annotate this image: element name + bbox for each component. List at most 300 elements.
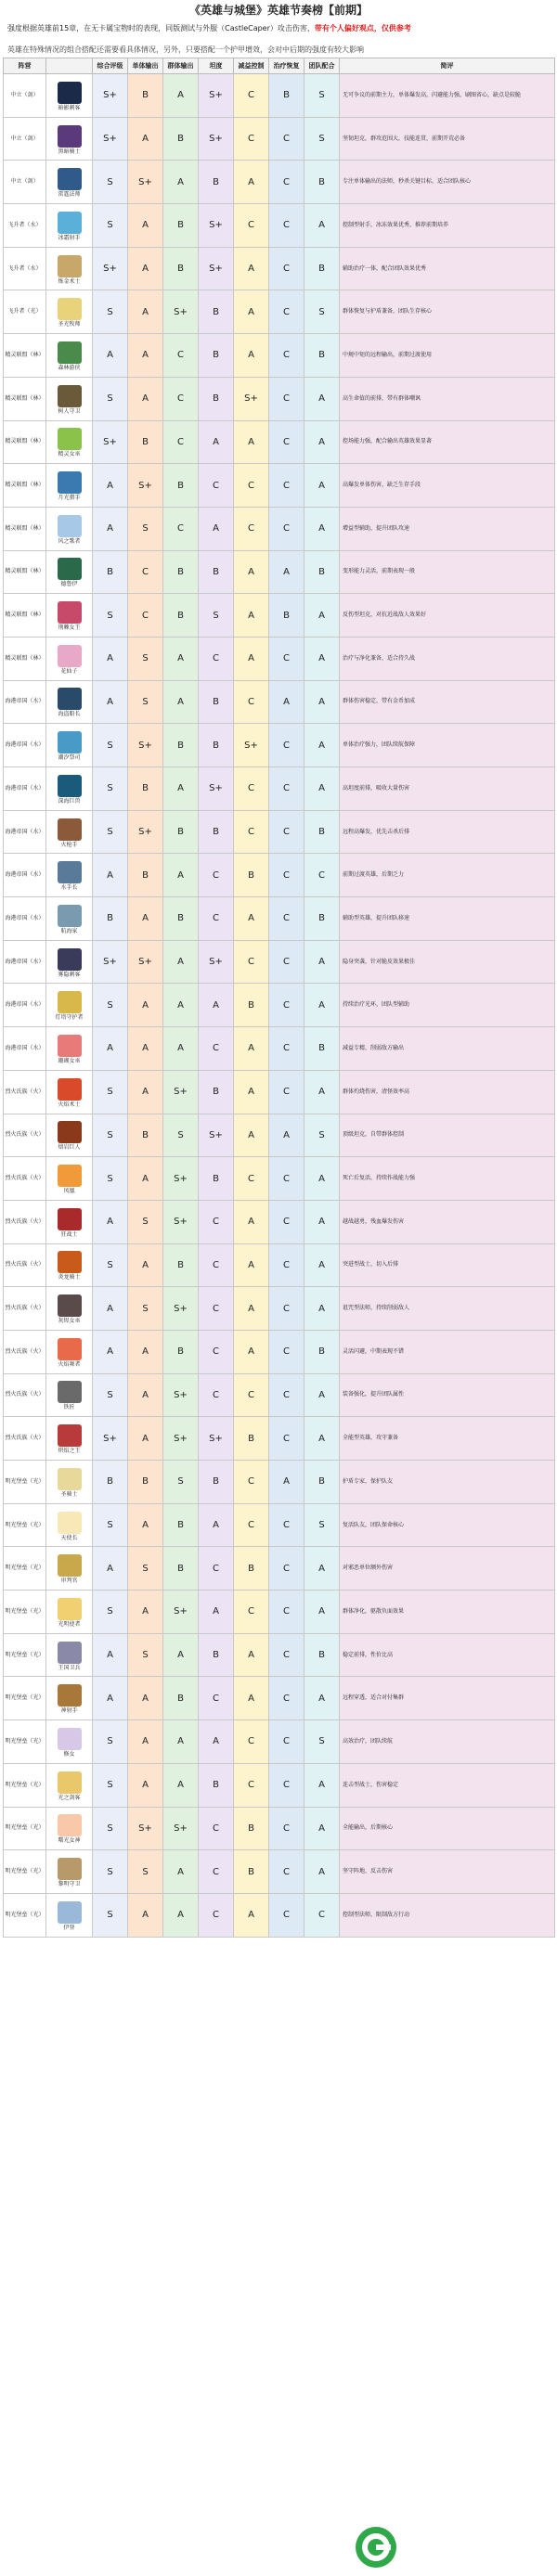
hero-comment: 减益专精，削弱敌方输出 [340,1027,555,1071]
rating-cell: C [269,1200,304,1243]
hero-group: 飞升者（水） [4,204,46,248]
table-row [4,1287,555,1331]
table-row [4,1591,555,1634]
hero-name: 火焰术士 [58,1101,81,1108]
hero-comment: 坚守阵地，反击伤害 [340,1850,555,1894]
hero-name: 德鲁伊 [60,581,78,588]
rating-cell: S+ [199,1114,234,1157]
rating-cell: A [163,1720,199,1764]
hero-name: 天使长 [60,1534,78,1541]
hero-comment: 控场能力强，配合输出英雄效果显著 [340,420,555,464]
table-row [4,1070,555,1114]
rating-cell: A [93,1677,128,1720]
hero-avatar [58,1728,82,1750]
rating-cell: C [199,1547,234,1591]
hero-cell [46,247,93,290]
hero-group: 烈火氏族（火） [4,1114,46,1157]
hero-group: 明光堡垒（光） [4,1763,46,1807]
hero-group: 明光堡垒（光） [4,1807,46,1850]
rating-cell: C [269,290,304,334]
hero-name: 潮汐祭司 [58,754,81,762]
hero-avatar [58,471,82,494]
hero-group: 海港帝国（水） [4,854,46,897]
hero-avatar [58,1814,82,1836]
rating-cell: S+ [199,247,234,290]
rating-cell: B [93,550,128,594]
rating-cell: B [163,247,199,290]
rating-cell: A [163,1633,199,1677]
rating-cell: B [234,1547,269,1591]
rating-cell: S [93,161,128,204]
hero-group: 精灵联盟（林） [4,334,46,378]
rating-cell: A [304,204,340,248]
hero-cell [46,724,93,767]
rating-cell: C [234,74,269,118]
rating-cell: B [163,1243,199,1287]
hero-cell [46,1157,93,1201]
rating-cell: A [93,334,128,378]
hero-group: 明光堡垒（光） [4,1720,46,1764]
hero-comment: 前期过渡英雄，后期乏力 [340,854,555,897]
intro-text [0,20,557,45]
hero-comment: 辅助型英雄，提升团队移速 [340,897,555,941]
table-row [4,1200,555,1243]
rating-cell: C [304,854,340,897]
hero-comment: 死亡后复活，持续作战能力强 [340,1157,555,1201]
hero-name: 炽焰之王 [58,1448,81,1455]
rating-cell: S [93,1070,128,1114]
rating-cell: S [93,1157,128,1201]
rating-cell: B [199,810,234,854]
hero-cell [46,550,93,594]
hero-name: 雾隐刺客 [58,971,81,978]
hero-avatar [58,731,82,753]
rating-cell: A [234,897,269,941]
rating-cell: A [199,420,234,464]
rating-cell: B [163,1503,199,1547]
rating-cell: B [304,897,340,941]
rating-cell: C [269,1850,304,1894]
rating-cell: C [234,117,269,161]
rating-cell: C [199,1373,234,1417]
hero-avatar [58,991,82,1013]
rating-cell: A [234,290,269,334]
hero-cell [46,810,93,854]
rating-cell: S+ [163,1373,199,1417]
rating-cell: S [304,74,340,118]
site-logo [355,2526,397,2569]
header-aoe-dmg: 群体输出 [163,58,199,74]
rating-cell: B [163,594,199,638]
hero-comment: 持续治疗光环，团队型辅助 [340,984,555,1027]
rating-cell: S [128,1850,163,1894]
hero-comment: 全能型英雄，攻守兼备 [340,1417,555,1461]
rating-cell: B [304,1027,340,1071]
hero-cell [46,1893,93,1937]
rating-cell: A [199,1503,234,1547]
hero-avatar [58,1121,82,1143]
hero-avatar [58,1381,82,1403]
rating-cell: C [234,767,269,811]
hero-avatar [58,861,82,883]
rating-cell: B [163,204,199,248]
rating-cell: A [304,464,340,508]
rating-cell: A [304,680,340,724]
table-row [4,1461,555,1504]
hero-name: 炎龙骑士 [58,1274,81,1282]
rating-cell: C [234,940,269,984]
rating-cell: A [269,1114,304,1157]
rating-cell: S [93,594,128,638]
hero-name: 神射手 [60,1707,78,1715]
hero-cell [46,1287,93,1331]
hero-cell [46,680,93,724]
hero-avatar [58,341,82,364]
rating-cell: A [128,377,163,420]
hero-cell [46,1114,93,1157]
rating-cell: C [234,810,269,854]
rating-cell: S [93,1503,128,1547]
rating-cell: C [269,420,304,464]
hero-cell [46,74,93,118]
rating-cell: B [163,810,199,854]
hero-cell [46,1070,93,1114]
table-row [4,1330,555,1373]
table-header [4,58,555,74]
rating-cell: C [269,1330,304,1373]
rating-cell: A [304,594,340,638]
intro-warning: 带有个人偏好观点，仅供参考 [314,24,411,32]
rating-cell: S+ [163,290,199,334]
rating-cell: C [269,1633,304,1677]
rating-cell: C [269,1243,304,1287]
hero-avatar [58,558,82,580]
rating-cell: B [199,1633,234,1677]
rating-cell: C [199,1287,234,1331]
rating-cell: A [234,1893,269,1937]
rating-cell: C [269,1547,304,1591]
rating-cell: S [93,1720,128,1764]
hero-name: 铁匠 [63,1404,75,1411]
rating-cell: S+ [234,377,269,420]
rating-cell: B [199,550,234,594]
hero-group: 烈火氏族（火） [4,1157,46,1201]
hero-comment: 增益型辅助，提升团队攻速 [340,507,555,550]
hero-comment: 专注单体输出的法师，秒杀关键目标，适合团队核心 [340,161,555,204]
rating-cell: S+ [93,74,128,118]
rating-cell: A [234,637,269,680]
rating-cell: B [234,984,269,1027]
rating-cell: S [93,810,128,854]
hero-avatar [58,298,82,320]
hero-cell [46,1330,93,1373]
header-comment: 简评 [340,58,555,74]
rating-cell: S [304,1503,340,1547]
hero-cell [46,290,93,334]
rating-cell: A [304,1850,340,1894]
hero-cell [46,464,93,508]
hero-name: 炼金术士 [58,277,81,285]
rating-cell: C [199,897,234,941]
rating-cell: A [304,1677,340,1720]
rating-cell: S [93,1243,128,1287]
hero-comment: 全能输出，后期核心 [340,1807,555,1850]
rating-cell: A [93,507,128,550]
hero-comment: 稳定前排，性价比高 [340,1633,555,1677]
rating-cell: A [163,940,199,984]
rating-cell: S+ [199,1417,234,1461]
hero-name: 月光猎手 [58,495,81,502]
rating-cell: C [269,854,304,897]
hero-avatar [58,905,82,927]
rating-cell: S [128,1287,163,1331]
rating-cell: B [163,724,199,767]
header-hero [46,58,93,74]
hero-group: 精灵联盟（林） [4,464,46,508]
hero-comment: 高爆发单体伤害，缺乏生存手段 [340,464,555,508]
hero-group: 精灵联盟（林） [4,637,46,680]
hero-avatar [58,125,82,148]
rating-cell: A [163,1893,199,1937]
header-team: 团队配合 [304,58,340,74]
rating-cell: S+ [93,117,128,161]
table-row [4,1503,555,1547]
rating-cell: A [304,420,340,464]
rating-cell: B [163,1677,199,1720]
hero-avatar [58,1165,82,1187]
rating-cell: S [128,1547,163,1591]
rating-cell: S [93,724,128,767]
hero-comment: 灵活闪避，中期表现不错 [340,1330,555,1373]
rating-cell: S [93,377,128,420]
hero-name: 修女 [63,1750,75,1758]
rating-cell: S+ [163,1287,199,1331]
hero-cell [46,897,93,941]
hero-name: 圣光牧师 [58,321,81,328]
hero-avatar [58,1468,82,1490]
hero-name: 航海家 [60,927,78,934]
rating-cell: S [93,1114,128,1157]
rating-cell: A [269,550,304,594]
rating-cell: C [163,507,199,550]
hero-name: 灰烬女巫 [58,1318,81,1325]
rating-cell: B [163,464,199,508]
hero-comment: 高坦度前排，吸收大量伤害 [340,767,555,811]
hero-avatar [58,82,82,104]
hero-cell [46,767,93,811]
hero-cell [46,507,93,550]
rating-cell: C [163,334,199,378]
hero-comment: 控制型法师，限制敌方行动 [340,1893,555,1937]
rating-cell: B [128,74,163,118]
hero-name: 灯塔守护者 [55,1014,84,1022]
hero-group: 烈火氏族（火） [4,1373,46,1417]
hero-comment: 群体灼烧伤害，清怪效率高 [340,1070,555,1114]
hero-comment: 单体治疗强力，团队续航保障 [340,724,555,767]
rating-cell: C [234,1763,269,1807]
hero-group: 烈火氏族（火） [4,1287,46,1331]
hero-name: 火焰舞者 [58,1360,81,1368]
rating-cell: S [93,290,128,334]
hero-avatar [58,1642,82,1664]
rating-cell: C [199,854,234,897]
rating-cell: S+ [199,204,234,248]
rating-cell: S+ [128,1807,163,1850]
rating-cell: A [128,1893,163,1937]
rating-cell: A [304,1373,340,1417]
rating-cell: A [128,984,163,1027]
hero-avatar [58,1554,82,1577]
rating-cell: A [93,1547,128,1591]
rating-cell: B [304,810,340,854]
rating-cell: B [304,550,340,594]
rating-cell: S [163,1114,199,1157]
rating-cell: A [128,204,163,248]
rating-cell: C [269,1503,304,1547]
table-row [4,1633,555,1677]
hero-comment: 群体恢复与护盾兼备，团队生存核心 [340,290,555,334]
hero-name: 花仙子 [60,667,78,675]
rating-cell: C [269,1677,304,1720]
rating-cell: A [93,1633,128,1677]
rating-cell: C [269,1591,304,1634]
rating-cell: A [304,1591,340,1634]
hero-group: 明光堡垒（光） [4,1893,46,1937]
table-row [4,1417,555,1461]
rating-cell: B [199,680,234,724]
hero-cell [46,377,93,420]
rating-cell: A [234,334,269,378]
hero-name: 曙光女神 [58,1837,81,1845]
header-heal: 治疗恢复 [269,58,304,74]
hero-avatar [58,212,82,234]
table-row [4,377,555,420]
rating-cell: A [163,1850,199,1894]
rating-cell: A [128,1591,163,1634]
hero-avatar [58,1684,82,1707]
table-row [4,290,555,334]
rating-cell: A [128,1070,163,1114]
rating-cell: A [128,1503,163,1547]
table-row [4,1114,555,1157]
table-row [4,1373,555,1417]
rating-cell: A [234,247,269,290]
hero-name: 精灵女巫 [58,451,81,458]
hero-cell [46,1807,93,1850]
table-row [4,1720,555,1764]
table-body [4,74,555,1938]
hero-cell [46,984,93,1027]
rating-cell: C [199,1200,234,1243]
rating-cell: B [269,594,304,638]
rating-cell: C [304,1893,340,1937]
hero-avatar [58,1901,82,1924]
hero-name: 森林游侠 [58,364,81,371]
rating-cell: A [199,984,234,1027]
rating-cell: A [199,1720,234,1764]
hero-cell [46,1200,93,1243]
hero-avatar [58,1208,82,1230]
rating-cell: C [269,117,304,161]
rating-cell: A [128,1763,163,1807]
hero-group: 飞升者（光） [4,290,46,334]
table-row [4,1893,555,1937]
rating-cell: B [128,1114,163,1157]
rating-cell: S [93,1850,128,1894]
rating-cell: C [269,1807,304,1850]
table-row [4,247,555,290]
rating-cell: A [234,1633,269,1677]
rating-cell: B [234,1850,269,1894]
rating-cell: A [234,1114,269,1157]
rating-cell: A [234,594,269,638]
rating-cell: A [128,290,163,334]
rating-cell: S [93,1591,128,1634]
hero-avatar [58,515,82,537]
hero-comment: 隐身突袭，针对脆皮效果极佳 [340,940,555,984]
hero-group: 烈火氏族（火） [4,1070,46,1114]
hero-group: 明光堡垒（光） [4,1633,46,1677]
rating-cell: S+ [128,161,163,204]
rating-cell: A [234,1070,269,1114]
hero-comment: 控制型射手，冰冻效果优秀，推荐前期培养 [340,204,555,248]
rating-cell: C [269,1027,304,1071]
rating-cell: A [128,1157,163,1201]
hero-avatar [58,1598,82,1620]
hero-group: 明光堡垒（光） [4,1547,46,1591]
rating-cell: A [234,1243,269,1287]
rating-cell: B [163,1330,199,1373]
rating-cell: C [269,897,304,941]
hero-avatar [58,645,82,667]
hero-avatar [58,948,82,971]
hero-comment: 护盾专家，保护队友 [340,1461,555,1504]
rating-cell: S+ [128,810,163,854]
rating-cell: A [128,334,163,378]
rating-cell: C [234,1461,269,1504]
table-row [4,334,555,378]
hero-group: 明光堡垒（光） [4,1677,46,1720]
rating-cell: S+ [163,1807,199,1850]
rating-cell: C [234,1373,269,1417]
hero-group: 精灵联盟（林） [4,377,46,420]
rating-cell: B [304,334,340,378]
hero-group: 海港帝国（水） [4,1027,46,1071]
rating-cell: C [199,637,234,680]
rating-cell: A [199,507,234,550]
rating-cell: C [269,377,304,420]
hero-name: 深海巨兽 [58,797,81,805]
rating-cell: S [128,507,163,550]
rating-cell: A [163,1763,199,1807]
hero-cell [46,161,93,204]
rating-cell: B [234,1807,269,1850]
table-row [4,1243,555,1287]
hero-cell [46,1591,93,1634]
rating-cell: S [93,1893,128,1937]
hero-group: 明光堡垒（光） [4,1850,46,1894]
table-row [4,74,555,118]
rating-cell: B [199,334,234,378]
rating-cell: A [163,637,199,680]
hero-cell [46,1243,93,1287]
rating-cell: B [304,247,340,290]
table-row [4,464,555,508]
rating-cell: C [199,1807,234,1850]
hero-group: 海港帝国（水） [4,984,46,1027]
hero-avatar [58,168,82,190]
rating-cell: A [128,1677,163,1720]
